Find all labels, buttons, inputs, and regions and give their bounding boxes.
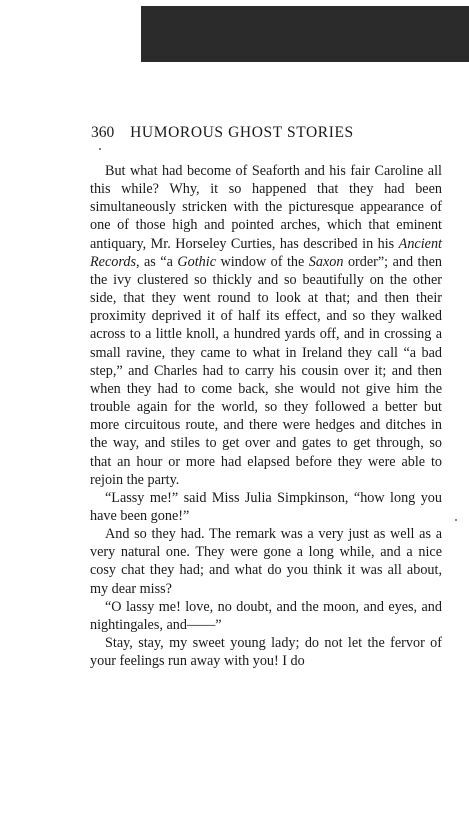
text-run: “Lassy me!” said Miss Julia Simpkinson, “how long you have been gone!” (90, 489, 442, 524)
text-run: , as “a (135, 253, 178, 270)
paragraph (90, 162, 442, 489)
scan-speck (455, 519, 457, 521)
page-number: 360 (91, 124, 115, 141)
paragraph (90, 634, 442, 670)
text-run: window of the (216, 253, 309, 270)
paragraph (90, 598, 442, 634)
text-run: “O lassy me! love, no doubt, and the moon, and eyes, and nightingales, and——” (90, 598, 442, 633)
running-title: HUMOROUS GHOST STORIES (130, 124, 354, 141)
text-run: order”; and then the ivy clustered so thickly and so beautifully on the other side, that they went round to look at that; and then their proximity deprived it of half its effect, and so they walked across to a little knoll, a hundred yards off, and in crossing a small ravine, they came to what in Ireland they call “a bad step,” and Charles had to carry his cousin over it; and then when they had to come back, she would not give him the trouble again for the world, so they followed a better but more circuitous route, and there were hedges and ditches in the way, and stiles to get over and gates to get through, so that an hour or more had elapsed before they were able to rejoin the party. (90, 253, 442, 488)
paragraph (90, 525, 442, 598)
text-run: And so they had. The remark was a very just as well as a very natural one. They were gone a long while, and a nice cosy chat they had; and what do you think it was all about, my dear miss? (90, 526, 442, 597)
italic-text: Ancient Records (90, 235, 442, 270)
italic-text: Saxon (308, 253, 344, 270)
scan-speck (99, 148, 101, 150)
body-text (90, 162, 442, 670)
scan-dark-bar (141, 6, 469, 62)
italic-text: Gothic (177, 253, 216, 270)
paragraph (90, 489, 442, 525)
running-head (91, 124, 431, 144)
text-run: But what had become of Seaforth and his fair Caroline all this while? Why, it so happened that they had been simultaneously stricken with the picturesque appearance of one of those high and pointed arches, which that eminent antiquary, Mr. Horseley Curties, has described in his (90, 163, 442, 252)
text-run: Stay, stay, my sweet young lady; do not let the fervor of your feelings run away with you! I do (90, 635, 442, 670)
